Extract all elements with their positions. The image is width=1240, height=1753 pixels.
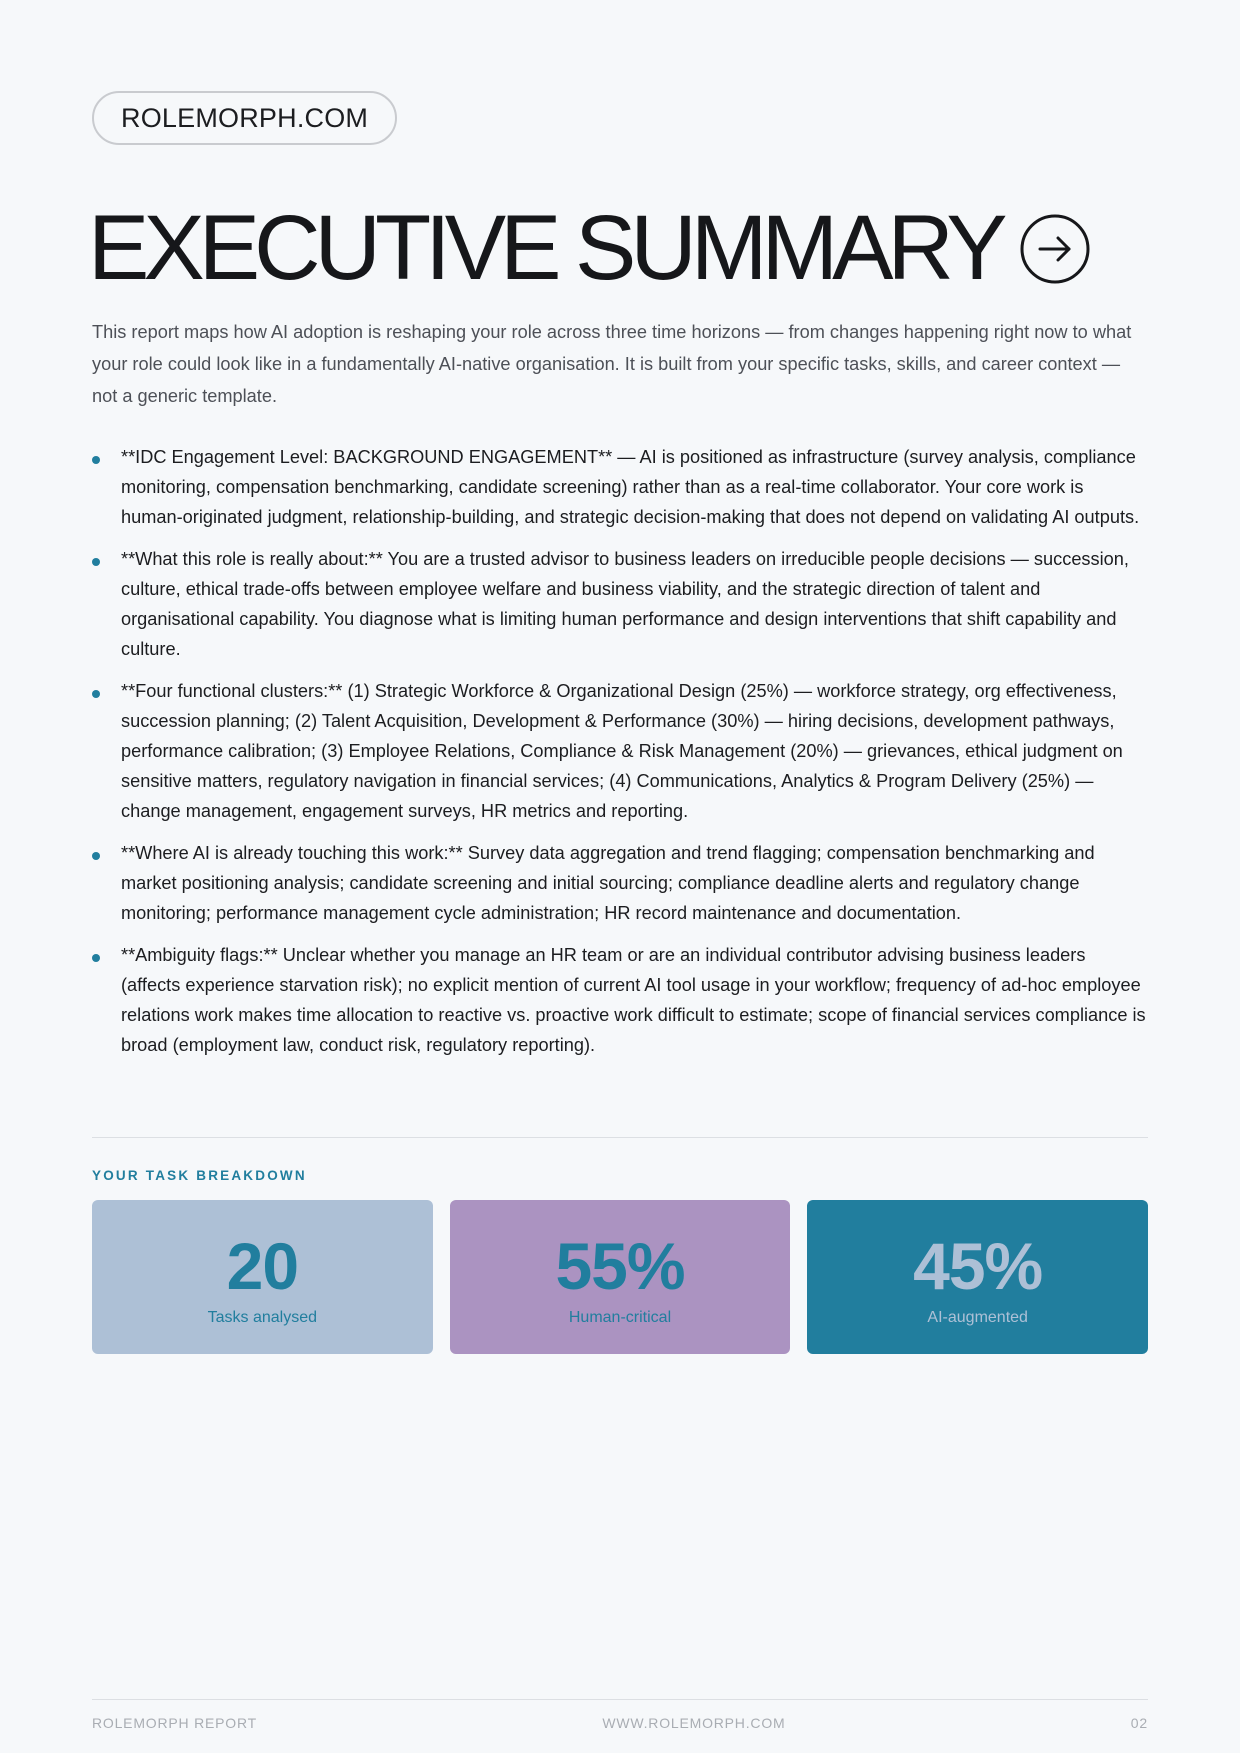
arrow-right-circle-icon[interactable] bbox=[1020, 214, 1090, 284]
footer-website[interactable]: WWW.ROLEMORPH.COM bbox=[602, 1715, 786, 1731]
stat-card-human-critical bbox=[450, 1200, 791, 1354]
bullet-dot-icon bbox=[92, 558, 100, 566]
task-breakdown-stats bbox=[92, 1200, 1148, 1354]
bullet-dot-icon bbox=[92, 852, 100, 860]
summary-bullet-list bbox=[92, 442, 1148, 1072]
page-title: EXECUTIVE SUMMARY bbox=[88, 197, 1002, 299]
report-page bbox=[88, 0, 1148, 1753]
bullet-dot-icon bbox=[92, 954, 100, 962]
bullet-text: **Where AI is already touching this work:** Survey data aggregation and trend flagging; compensation benchmarking and market positioning analysis; candidate screening and initial sourcing; compliance deadline alerts and regulatory change monitoring; performance management cycle administration; HR record maintenance and documentation. bbox=[121, 843, 1095, 923]
task-breakdown-heading: YOUR TASK BREAKDOWN bbox=[92, 1168, 307, 1183]
stat-card-ai-augmented bbox=[807, 1200, 1148, 1354]
stat-label: Human-critical bbox=[568, 1309, 672, 1326]
footer-report-name: ROLEMORPH REPORT bbox=[92, 1715, 258, 1731]
list-item bbox=[92, 544, 1148, 664]
list-item bbox=[92, 442, 1148, 532]
list-item bbox=[92, 838, 1148, 928]
bullet-dot-icon bbox=[92, 690, 100, 698]
bullet-text: **What this role is really about:** You are a trusted advisor to business leaders on irreducible people decisions — succession, culture, ethical trade-offs between employee welfare and business viability, and the strategic direction of talent and organisational capability. You diagnose what is limiting human performance and design interventions that shift capability and culture. bbox=[121, 549, 1129, 659]
bullet-text: **Ambiguity flags:** Unclear whether you manage an HR team or are an individual contributor advising business leaders (affects experience starvation risk); no explicit mention of current AI tool usage in your workflow; frequency of ad-hoc employee relations work makes time allocation to reactive vs. proactive work difficult to estimate; scope of financial services compliance is broad (employment law, conduct risk, regulatory reporting). bbox=[121, 945, 1146, 1055]
stat-card-tasks bbox=[92, 1200, 433, 1354]
brand-badge[interactable]: ROLEMORPH.COM bbox=[92, 91, 397, 145]
stat-value: 20 bbox=[226, 1229, 299, 1303]
bullet-dot-icon bbox=[92, 456, 100, 464]
stat-label: Tasks analysed bbox=[207, 1309, 318, 1326]
page-number: 02 bbox=[1130, 1715, 1148, 1731]
stat-label: AI-augmented bbox=[927, 1309, 1028, 1326]
title-row bbox=[88, 198, 1090, 298]
intro-paragraph: This report maps how AI adoption is reshaping your role across three time horizons — from changes happening right now to what your role could look like in a fundamentally AI-native organisation. It is built from your specific tasks, skills, and career context — not a generic template. bbox=[92, 322, 1132, 406]
list-item bbox=[92, 940, 1148, 1060]
page-footer bbox=[92, 1715, 1148, 1731]
bullet-text: **IDC Engagement Level: BACKGROUND ENGAGEMENT** — AI is positioned as infrastructure (survey analysis, compliance monitoring, compensation benchmarking, candidate screening) rather than as a real-time collaborator. Your core work is human-originated judgment, relationship-building, and strategic decision-making that does not depend on validating AI outputs. bbox=[121, 447, 1140, 527]
footer-divider bbox=[92, 1699, 1148, 1700]
bullet-text: **Four functional clusters:** (1) Strategic Workforce & Organizational Design (25%) — workforce strategy, org effectiveness, succession planning; (2) Talent Acquisition, Development & Performance (30%) — hiring decisions, development pathways, performance calibration; (3) Employee Relations, Compliance & Risk Management (20%) — grievances, ethical judgment on sensitive matters, regulatory navigation in financial services; (4) Communications, Analytics & Program Delivery (25%) — change management, engagement surveys, HR metrics and reporting. bbox=[121, 681, 1123, 821]
stat-value: 45% bbox=[913, 1229, 1043, 1303]
stat-value: 55% bbox=[555, 1229, 685, 1303]
section-divider bbox=[92, 1137, 1148, 1138]
list-item bbox=[92, 676, 1148, 826]
